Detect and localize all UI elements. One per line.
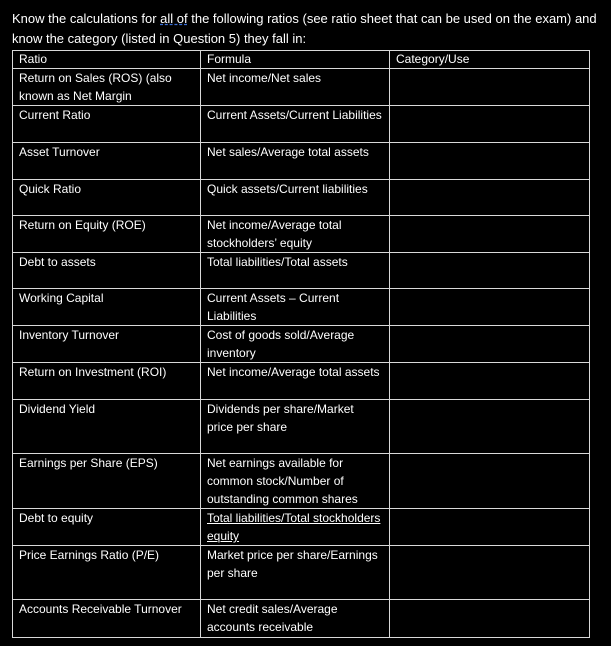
category-cell[interactable] <box>390 216 590 253</box>
instructions-underlined: all of <box>160 11 188 26</box>
formula-cell: Dividends per share/Market price per share <box>201 400 390 454</box>
ratio-cell: Current Ratio <box>13 106 201 143</box>
ratio-cell: Quick Ratio <box>13 180 201 216</box>
category-cell[interactable] <box>390 363 590 400</box>
formula-cell: Net income/Average total assets <box>201 363 390 400</box>
category-cell[interactable] <box>390 289 590 326</box>
formula-cell: Net income/Average total stockholders’ equity <box>201 216 390 253</box>
ratio-table <box>12 50 590 638</box>
ratio-cell: Debt to assets <box>13 253 201 289</box>
ratio-cell: Working Capital <box>13 289 201 326</box>
instructions-text <box>12 9 602 49</box>
table-row <box>13 400 590 454</box>
formula-cell: Total liabilities/Total stockholders equity <box>201 509 390 546</box>
instructions-part-1: Know the calculations for <box>12 11 161 26</box>
category-cell[interactable] <box>390 454 590 509</box>
ratio-cell: Accounts Receivable Turnover <box>13 600 201 638</box>
table-row <box>13 454 590 509</box>
category-cell[interactable] <box>390 400 590 454</box>
ratio-cell: Dividend Yield <box>13 400 201 454</box>
formula-cell: Cost of goods sold/Average inventory <box>201 326 390 363</box>
ratio-cell: Earnings per Share (EPS) <box>13 454 201 509</box>
category-cell[interactable] <box>390 180 590 216</box>
category-cell[interactable] <box>390 69 590 106</box>
category-cell[interactable] <box>390 143 590 180</box>
category-cell[interactable] <box>390 546 590 600</box>
formula-cell: Market price per share/Earnings per share <box>201 546 390 600</box>
instructions-part-2: the following ratios (see ratio sheet that can be used on the exam) and know the category (listed in Question 5) they fall in: <box>12 11 597 46</box>
category-cell[interactable] <box>390 509 590 546</box>
ratio-cell: Return on Sales (ROS) (also known as Net Margin <box>13 69 201 106</box>
header-ratio: Ratio <box>13 51 201 69</box>
table-row <box>13 600 590 638</box>
formula-cell: Current Assets – Current Liabilities <box>201 289 390 326</box>
header-category: Category/Use <box>390 51 590 69</box>
formula-cell: Total liabilities/Total assets <box>201 253 390 289</box>
ratio-cell: Debt to equity <box>13 509 201 546</box>
formula-cell: Net sales/Average total assets <box>201 143 390 180</box>
ratio-cell: Inventory Turnover <box>13 326 201 363</box>
table-row <box>13 69 590 106</box>
category-cell[interactable] <box>390 106 590 143</box>
ratio-cell: Price Earnings Ratio (P/E) <box>13 546 201 600</box>
formula-cell: Quick assets/Current liabilities <box>201 180 390 216</box>
table-row <box>13 253 590 289</box>
category-cell[interactable] <box>390 600 590 638</box>
table-row <box>13 216 590 253</box>
formula-cell: Net earnings available for common stock/Number of outstanding common shares <box>201 454 390 509</box>
formula-cell: Net credit sales/Average accounts receivable <box>201 600 390 638</box>
table-header-row <box>13 51 590 69</box>
ratio-cell: Asset Turnover <box>13 143 201 180</box>
category-cell[interactable] <box>390 253 590 289</box>
formula-cell: Net income/Net sales <box>201 69 390 106</box>
table-row <box>13 509 590 546</box>
table-row <box>13 143 590 180</box>
table-row <box>13 326 590 363</box>
header-formula: Formula <box>201 51 390 69</box>
category-cell[interactable] <box>390 326 590 363</box>
formula-cell: Current Assets/Current Liabilities <box>201 106 390 143</box>
table-row <box>13 180 590 216</box>
table-row <box>13 106 590 143</box>
table-row <box>13 289 590 326</box>
table-row <box>13 363 590 400</box>
ratio-cell: Return on Investment (ROI) <box>13 363 201 400</box>
ratio-cell: Return on Equity (ROE) <box>13 216 201 253</box>
table-row <box>13 546 590 600</box>
